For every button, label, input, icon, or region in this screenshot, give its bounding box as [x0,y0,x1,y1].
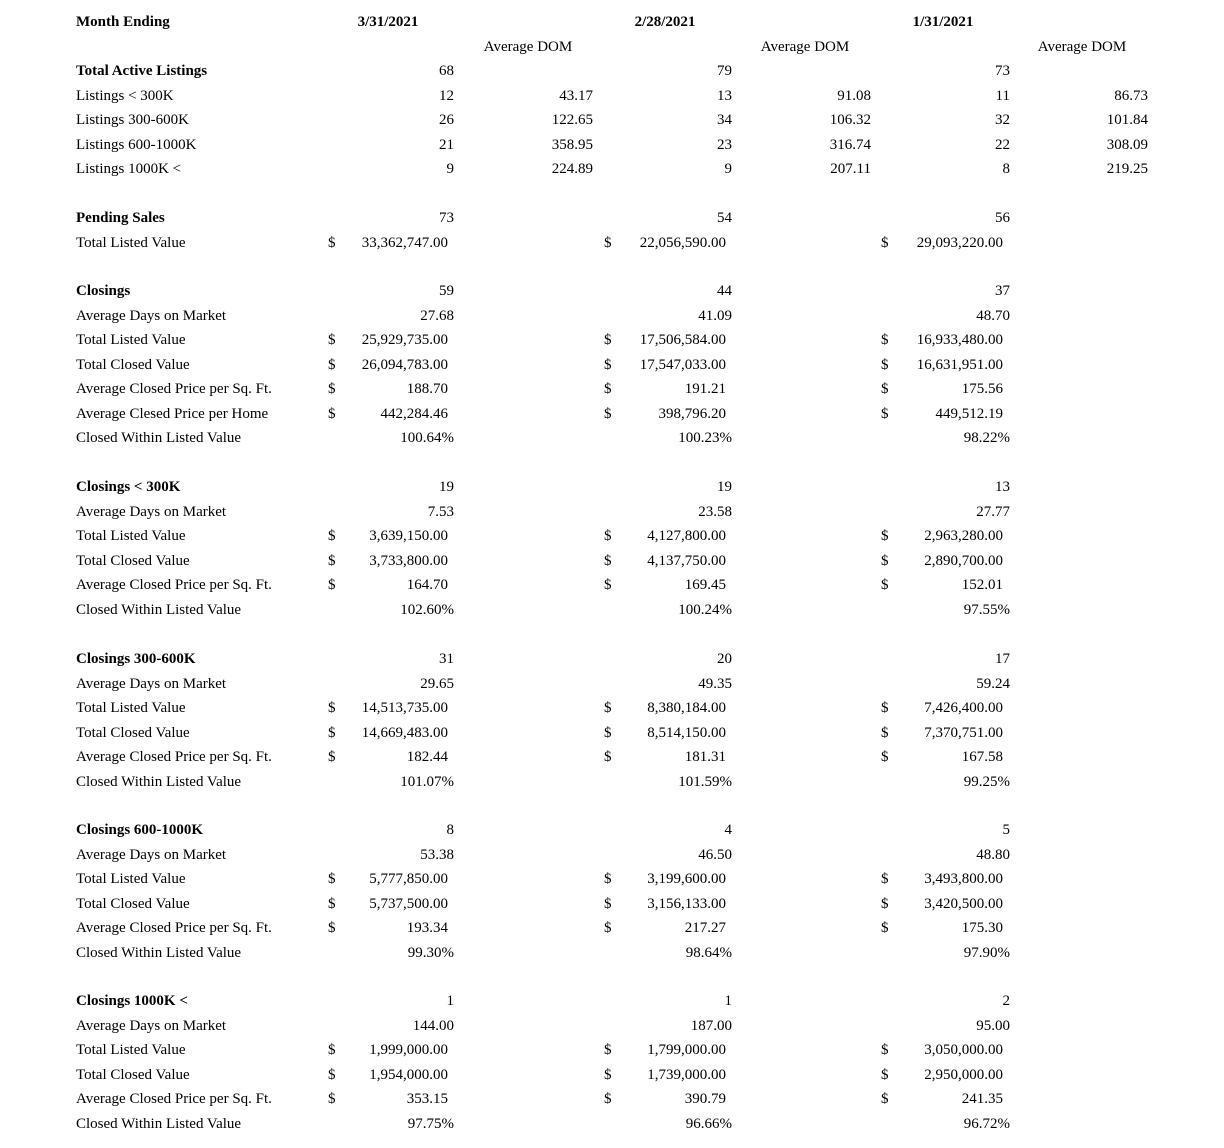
month-ending-label: Month Ending [76,14,170,30]
segment-row-value-3: 3,050,000.00 [924,1042,1003,1058]
dollar-sign: $ [881,724,889,741]
segment-row [0,550,1224,572]
segment-row-value-3: 48.80 [976,846,1010,863]
segment-row-label: Average Closed Price per Sq. Ft. [76,577,272,593]
dollar-sign: $ [881,749,889,765]
segment-row-value-1: 97.75% [407,1115,454,1132]
segment-row-value-3: 152.01 [961,577,1003,593]
dollar-sign: $ [881,381,889,397]
closings-row-value-2: 191.21 [684,381,726,397]
segment-row-value-3: 3,493,800.00 [924,871,1003,887]
segment-row [0,673,1224,695]
closings-row [0,378,1224,400]
closings-row-label: Average Closed Price per Sq. Ft. [76,381,272,397]
segment-row-value-1: 53.38 [420,846,454,863]
segment-row-value-3: 97.55% [963,601,1010,618]
segment-row-value-2: 3,156,133.00 [647,895,726,912]
segment-row-value-3: 175.30 [961,920,1003,936]
dollar-sign: $ [881,871,889,887]
dollar-sign: $ [604,895,612,912]
segment-row-value-3: 241.35 [961,1091,1003,1107]
avg-dom-value-3: 101.84 [1106,112,1148,128]
dollar-sign: $ [328,700,336,716]
closings-row-value-3: 98.22% [963,430,1010,446]
listing-count-1: 9 [446,161,454,177]
dollar-sign: $ [328,1066,336,1083]
segment-1-total-1: 19 [439,479,454,495]
avg-dom-header-2: Average DOM [760,39,850,55]
active-listings-title-row [0,60,1224,82]
dollar-sign: $ [604,356,612,373]
dollar-sign: $ [881,700,889,716]
segment-row-value-2: 100.24% [678,601,732,618]
segment-row-value-1: 1,999,000.00 [369,1042,448,1058]
closings-row-value-1: 27.68 [420,307,454,324]
closings-row-value-2: 17,506,584.00 [639,332,726,348]
pending-listed-label: Total Listed Value [76,234,186,251]
avg-dom-value-3: 308.09 [1106,136,1148,153]
dollar-sign: $ [604,1066,612,1083]
closings-row-value-2: 41.09 [698,307,732,324]
segment-row [0,697,1224,719]
segment-4-total-3: 2 [1002,993,1010,1009]
segment-row-value-1: 3,639,150.00 [369,528,448,544]
segment-2-total-2: 20 [717,651,732,667]
active-listing-label: Listings < 300K [76,87,174,104]
segment-row-label: Average Closed Price per Sq. Ft. [76,1091,272,1107]
segment-row [0,771,1224,793]
segment-row-value-3: 7,426,400.00 [924,700,1003,716]
segment-row-value-1: 102.60% [400,601,454,618]
dollar-sign: $ [328,332,336,348]
segment-row-label: Closed Within Listed Value [76,1115,242,1132]
listing-count-2: 23 [717,136,732,153]
segment-row-label: Average Days on Market [76,675,227,692]
pending-listed-value-2: 22,056,590.00 [639,234,726,251]
avg-dom-header-row [0,36,1224,58]
segment-row-label: Average Closed Price per Sq. Ft. [76,920,272,936]
segment-row-value-2: 217.27 [684,920,726,936]
segment-row-value-1: 101.07% [400,773,454,790]
dollar-sign: $ [881,1066,889,1083]
avg-dom-value-2: 207.11 [830,161,871,177]
dollar-sign: $ [328,749,336,765]
month-header-2: 2/28/2021 [634,14,696,30]
segment-2-total-1: 31 [439,651,454,667]
month-header-1: 3/31/2021 [357,14,419,30]
segment-row [0,722,1224,744]
segment-row-label: Total Closed Value [76,552,190,569]
closings-row-value-1: 442,284.46 [380,405,448,422]
segment-row [0,868,1224,890]
segment-row-value-3: 97.90% [963,944,1010,961]
dollar-sign: $ [604,1091,612,1107]
active-listing-label: Listings 1000K < [76,161,182,177]
pending-sales-title: Pending Sales [76,210,165,226]
dollar-sign: $ [328,405,336,422]
dollar-sign: $ [328,724,336,741]
segment-3-total-3: 5 [1002,822,1010,838]
segment-row-value-3: 27.77 [976,503,1010,520]
closings-row-value-3: 48.70 [976,307,1010,324]
segment-row-label: Average Days on Market [76,503,227,520]
segment-row-label: Total Listed Value [76,528,186,544]
segment-3-total-1: 8 [446,822,454,838]
dollar-sign: $ [881,234,889,251]
active-listings-total-1: 68 [439,63,454,79]
segment-row-label: Total Listed Value [76,1042,186,1058]
dollar-sign: $ [881,552,889,569]
segment-1-title: Closings < 300K [76,479,181,495]
avg-dom-value-3: 86.73 [1114,87,1148,104]
closings-row-label: Average Days on Market [76,307,227,324]
dollar-sign: $ [604,577,612,593]
segment-row-label: Total Closed Value [76,1066,190,1083]
segment-row [0,599,1224,621]
segment-row-value-1: 14,513,735.00 [361,700,448,716]
pending-listed-row [0,232,1224,254]
dollar-sign: $ [881,1042,889,1058]
closings-row-value-1: 25,929,735.00 [361,332,448,348]
dollar-sign: $ [328,895,336,912]
closings-row-value-2: 398,796.20 [658,405,726,422]
dollar-sign: $ [328,234,336,251]
dollar-sign: $ [881,895,889,912]
segment-row-label: Closed Within Listed Value [76,601,242,618]
active-listing-row [0,158,1224,180]
segment-row [0,942,1224,964]
segment-row [0,1015,1224,1037]
segment-4-title-row [0,990,1224,1012]
segment-row [0,525,1224,547]
segment-3-title: Closings 600-1000K [76,822,204,838]
active-listing-label: Listings 300-600K [76,112,189,128]
segment-1-total-3: 13 [995,479,1010,495]
avg-dom-value-3: 219.25 [1106,161,1148,177]
closings-row-value-2: 100.23% [678,430,732,446]
segment-row-value-2: 96.66% [685,1115,732,1132]
active-listings-total-2: 79 [717,63,732,79]
segment-row-value-3: 96.72% [963,1115,1010,1132]
segment-3-total-2: 4 [724,822,732,838]
closings-row-label: Total Closed Value [76,356,190,373]
segment-row-label: Total Closed Value [76,895,190,912]
closings-total-3: 37 [995,283,1010,299]
closings-total-1: 59 [439,283,454,299]
dollar-sign: $ [604,1042,612,1058]
segment-row-value-2: 187.00 [690,1017,732,1034]
avg-dom-value-1: 122.65 [551,112,593,128]
active-listings-total-3: 73 [995,63,1010,79]
avg-dom-value-1: 224.89 [551,161,593,177]
segment-row-value-1: 3,733,800.00 [369,552,448,569]
segment-row-value-3: 95.00 [976,1017,1010,1034]
segment-1-title-row [0,476,1224,498]
closings-title-row [0,280,1224,302]
dollar-sign: $ [604,700,612,716]
listing-count-2: 9 [724,161,732,177]
segment-row-label: Average Closed Price per Sq. Ft. [76,749,272,765]
segment-row-label: Total Listed Value [76,871,186,887]
dollar-sign: $ [881,528,889,544]
dollar-sign: $ [328,1042,336,1058]
closings-row [0,354,1224,376]
dollar-sign: $ [328,552,336,569]
segment-row [0,574,1224,596]
segment-row-label: Total Closed Value [76,724,190,741]
segment-2-title: Closings 300-600K [76,651,196,667]
active-listing-label: Listings 600-1000K [76,136,197,153]
closings-row-value-1: 188.70 [406,381,448,397]
segment-row-value-3: 7,370,751.00 [924,724,1003,741]
dollar-sign: $ [881,356,889,373]
segment-row [0,501,1224,523]
closings-row-label: Closed Within Listed Value [76,430,242,446]
dollar-sign: $ [328,356,336,373]
dollar-sign: $ [604,749,612,765]
avg-dom-value-2: 91.08 [837,87,871,104]
segment-row [0,746,1224,768]
segment-row-value-2: 4,127,800.00 [647,528,726,544]
segment-row-value-1: 182.44 [406,749,448,765]
dollar-sign: $ [328,381,336,397]
segment-row-value-2: 181.31 [684,749,726,765]
listing-count-2: 13 [717,87,732,104]
segment-2-title-row [0,648,1224,670]
dollar-sign: $ [328,528,336,544]
closings-row [0,427,1224,449]
segment-row-value-2: 390.79 [684,1091,726,1107]
listing-count-2: 34 [717,112,732,128]
segment-row-label: Closed Within Listed Value [76,773,242,790]
listing-count-3: 22 [995,136,1010,153]
segment-row-value-2: 101.59% [678,773,732,790]
segment-row-label: Average Days on Market [76,846,227,863]
pending-sales-title-row [0,207,1224,229]
avg-dom-value-2: 316.74 [829,136,871,153]
listing-count-3: 11 [995,87,1010,104]
header-row [0,11,1224,33]
active-listing-row [0,134,1224,156]
segment-4-total-2: 1 [724,993,732,1009]
segment-row [0,844,1224,866]
active-listing-row [0,109,1224,131]
segment-row-value-3: 3,420,500.00 [924,895,1003,912]
segment-row-value-2: 1,799,000.00 [647,1042,726,1058]
segment-row [0,893,1224,915]
segment-row-value-1: 164.70 [406,577,448,593]
closings-row-value-3: 449,512.19 [935,405,1003,422]
segment-row [0,1064,1224,1086]
closings-row-value-1: 100.64% [400,430,454,446]
listing-count-3: 32 [995,112,1010,128]
avg-dom-value-2: 106.32 [829,112,871,128]
closings-row-value-3: 175.56 [961,381,1003,397]
segment-row [0,1113,1224,1135]
dollar-sign: $ [328,1091,336,1107]
closings-row-value-2: 17,547,033.00 [639,356,726,373]
closings-row-label: Average Clesed Price per Home [76,405,269,422]
segment-1-total-2: 19 [717,479,732,495]
dollar-sign: $ [328,871,336,887]
segment-row-value-1: 193.34 [406,920,448,936]
segment-row-label: Closed Within Listed Value [76,944,242,961]
segment-row-value-3: 167.58 [961,749,1003,765]
segment-row-value-2: 8,514,150.00 [647,724,726,741]
closings-row-value-3: 16,933,480.00 [916,332,1003,348]
closings-row [0,329,1224,351]
segment-row-value-2: 98.64% [685,944,732,961]
closings-row-value-3: 16,631,951.00 [916,356,1003,373]
segment-row-value-1: 1,954,000.00 [369,1066,448,1083]
segment-row-value-1: 7.53 [427,503,454,520]
segment-2-total-3: 17 [995,651,1010,667]
active-listings-title: Total Active Listings [76,63,208,79]
segment-row-value-3: 59.24 [976,675,1010,692]
segment-row-value-3: 2,963,280.00 [924,528,1003,544]
segment-row-value-1: 29.65 [420,675,454,692]
dollar-sign: $ [604,381,612,397]
pending-sales-total-3: 56 [995,210,1010,226]
avg-dom-header-1: Average DOM [483,39,573,55]
segment-row-value-1: 14,669,483.00 [361,724,448,741]
dollar-sign: $ [881,1091,889,1107]
segment-row [0,917,1224,939]
closings-row-label: Total Listed Value [76,332,186,348]
segment-row [0,1088,1224,1110]
dollar-sign: $ [604,405,612,422]
dollar-sign: $ [604,234,612,251]
segment-row-value-2: 3,199,600.00 [647,871,726,887]
segment-row-value-2: 4,137,750.00 [647,552,726,569]
dollar-sign: $ [604,332,612,348]
avg-dom-header-3: Average DOM [1037,39,1127,55]
dollar-sign: $ [881,332,889,348]
closings-title: Closings [76,283,131,299]
segment-row-value-1: 144.00 [412,1017,454,1034]
dollar-sign: $ [881,405,889,422]
segment-4-title: Closings 1000K < [76,993,188,1009]
segment-row-value-2: 23.58 [698,503,732,520]
avg-dom-value-1: 43.17 [559,87,593,104]
segment-3-title-row [0,819,1224,841]
segment-row-value-1: 5,737,500.00 [369,895,448,912]
listing-count-3: 8 [1002,161,1010,177]
segment-row [0,1039,1224,1061]
pending-sales-total-1: 73 [439,210,454,226]
segment-row-label: Average Days on Market [76,1017,227,1034]
listing-count-1: 26 [439,112,454,128]
listing-count-1: 12 [439,87,454,104]
closings-row [0,403,1224,425]
segment-row-label: Total Listed Value [76,700,186,716]
closings-row [0,305,1224,327]
segment-row-value-3: 2,950,000.00 [924,1066,1003,1083]
pending-sales-total-2: 54 [717,210,732,226]
dollar-sign: $ [881,920,889,936]
closings-row-value-1: 26,094,783.00 [361,356,448,373]
dollar-sign: $ [604,528,612,544]
dollar-sign: $ [328,577,336,593]
dollar-sign: $ [604,920,612,936]
segment-row-value-2: 46.50 [698,846,732,863]
segment-row-value-2: 49.35 [698,675,732,692]
listing-count-1: 21 [439,136,454,153]
dollar-sign: $ [881,577,889,593]
dollar-sign: $ [604,724,612,741]
segment-row-value-3: 2,890,700.00 [924,552,1003,569]
closings-total-2: 44 [717,283,732,299]
segment-row-value-2: 8,380,184.00 [647,700,726,716]
segment-row-value-1: 5,777,850.00 [369,871,448,887]
month-header-3: 1/31/2021 [912,14,974,30]
segment-row-value-1: 99.30% [407,944,454,961]
segment-row-value-2: 1,739,000.00 [647,1066,726,1083]
segment-row-value-3: 99.25% [963,773,1010,790]
active-listing-row [0,85,1224,107]
segment-row-value-1: 353.15 [406,1091,448,1107]
dollar-sign: $ [604,871,612,887]
segment-4-total-1: 1 [446,993,454,1009]
segment-row-value-2: 169.45 [684,577,726,593]
pending-listed-value-3: 29,093,220.00 [916,234,1003,251]
dollar-sign: $ [604,552,612,569]
dollar-sign: $ [328,920,336,936]
pending-listed-value-1: 33,362,747.00 [361,234,448,251]
avg-dom-value-1: 358.95 [551,136,593,153]
